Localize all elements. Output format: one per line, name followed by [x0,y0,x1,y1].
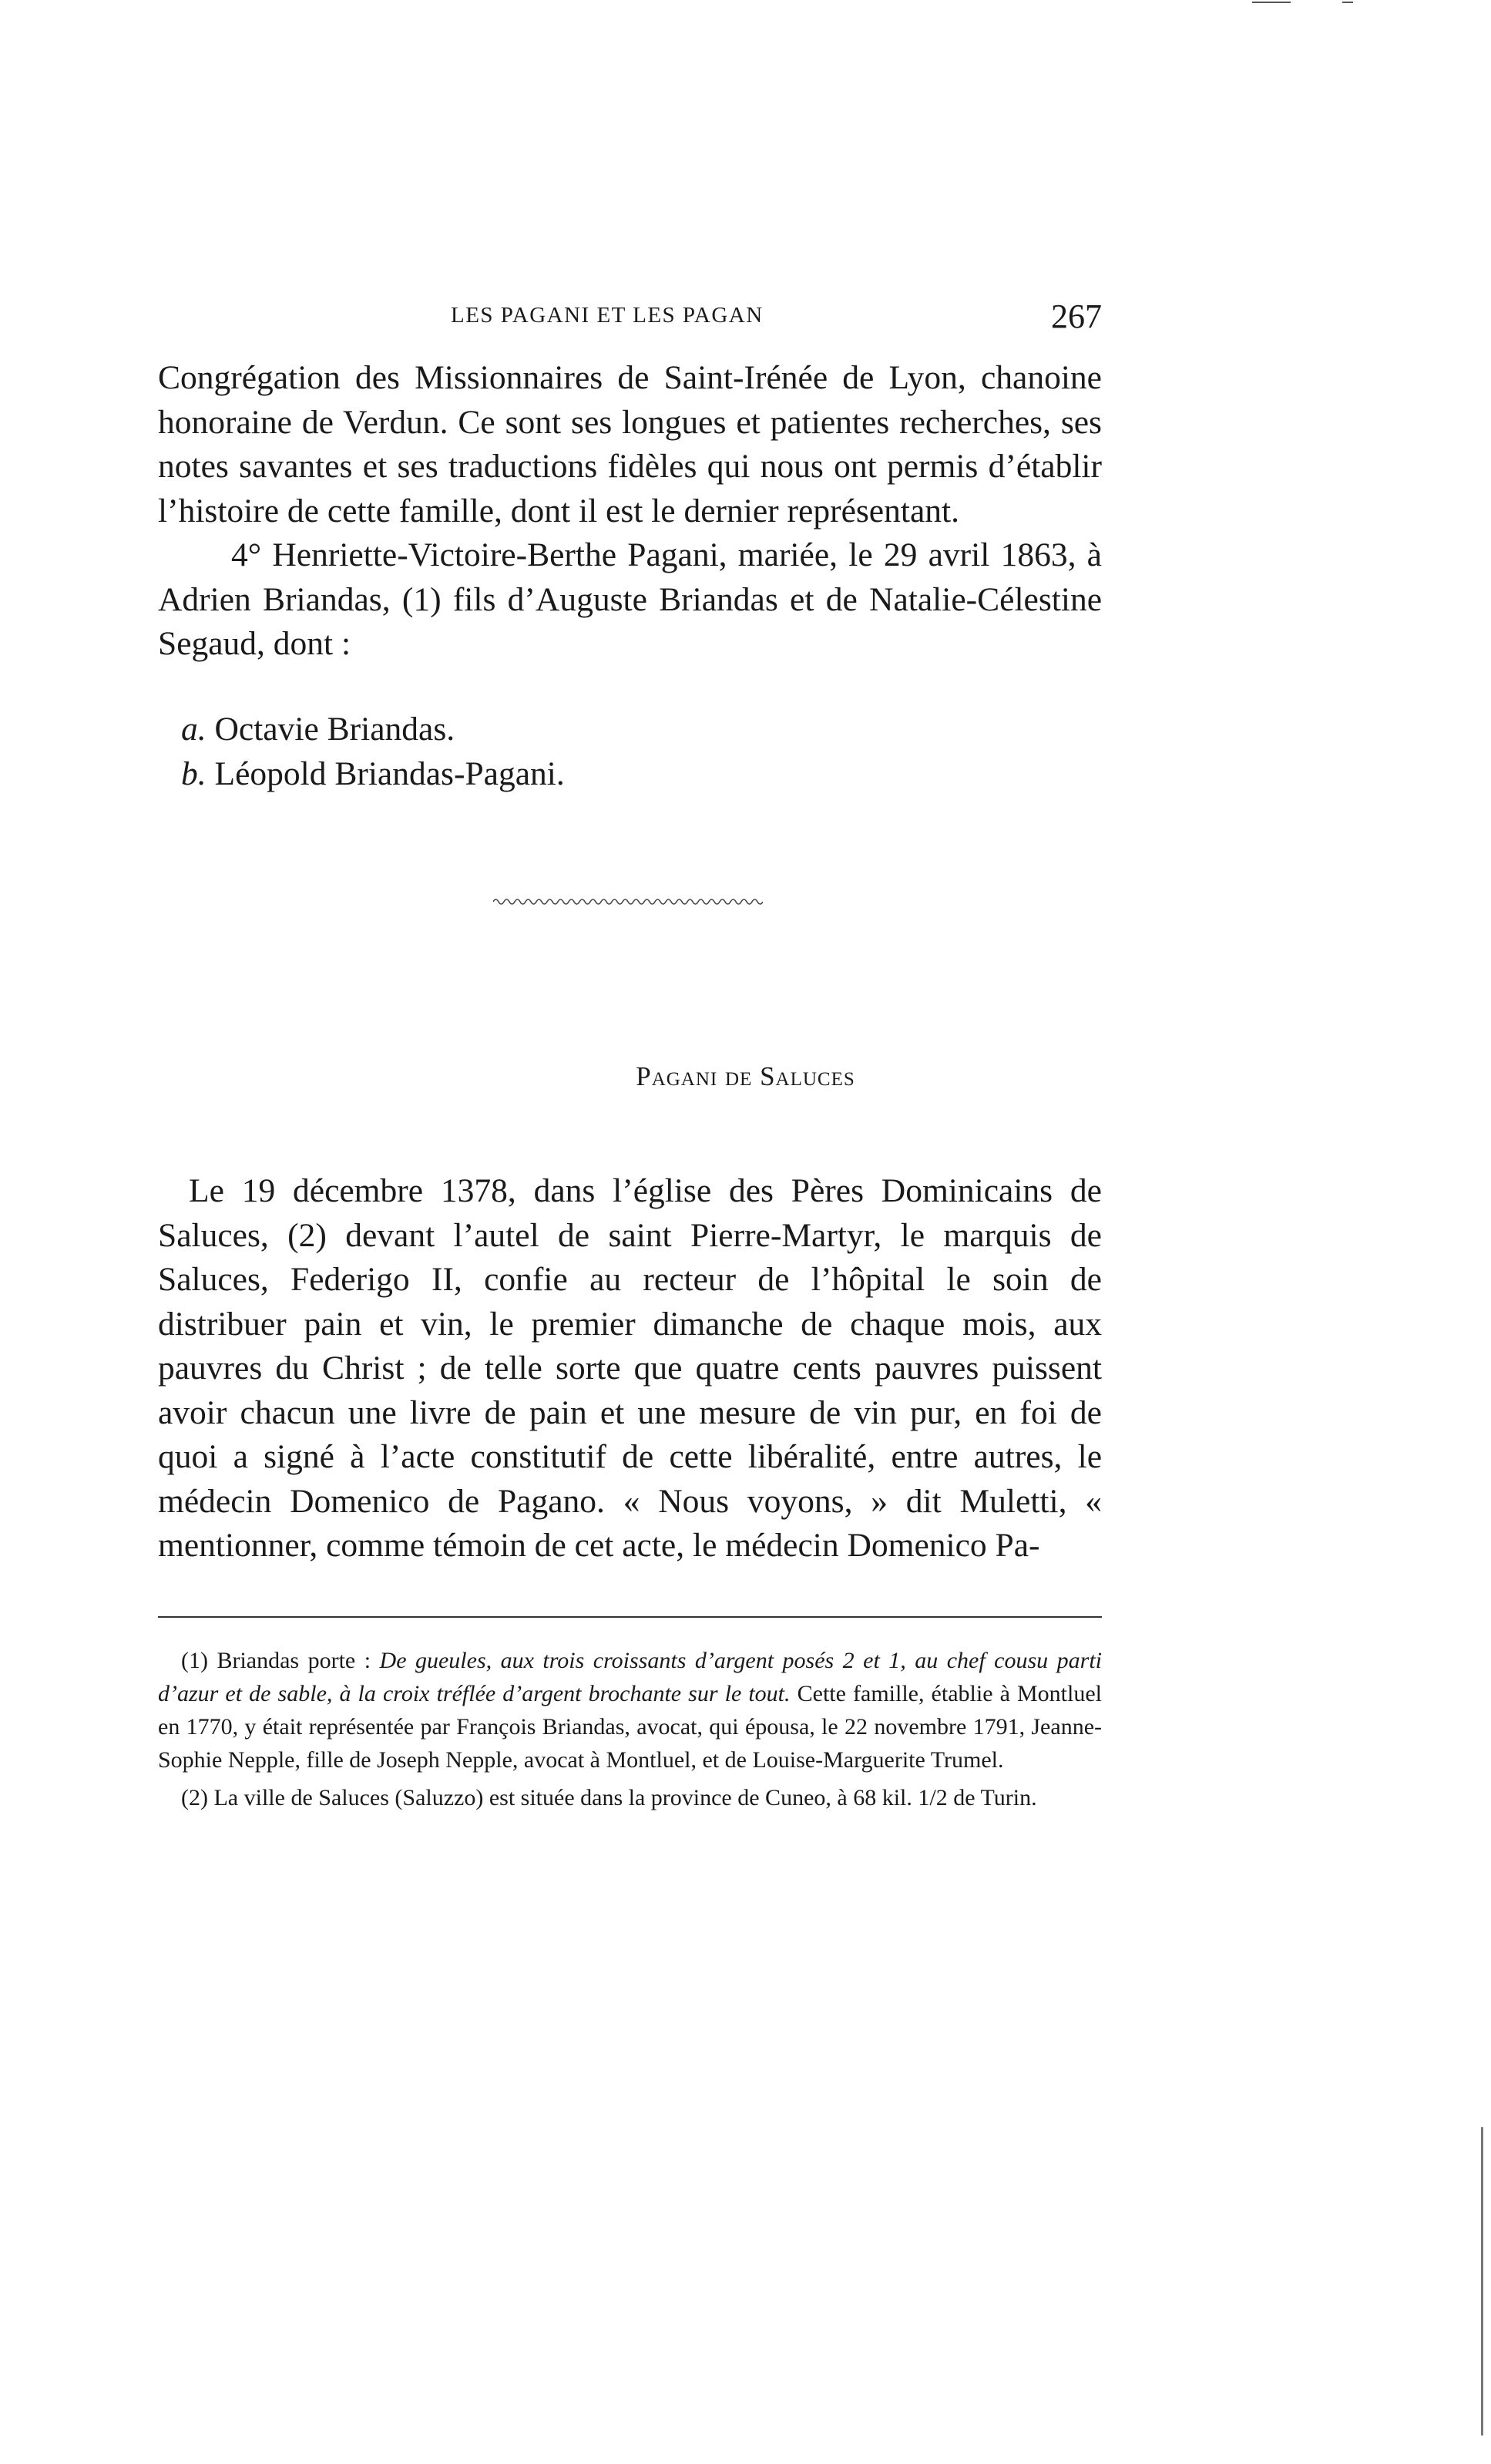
list-marker: a. [181,711,207,748]
list-item [181,708,565,752]
paragraph-henriette: 4° Henriette-Victoire-Berthe Pagani, mariée, le 29 avril 1863, à Adrien Briandas, (1) fils d’Auguste Briandas et de Natalie-Célestine Segaud, dont : [158,536,1102,662]
list-item-text: Octavie Briandas. [214,711,455,748]
footnote-rule [158,1616,1102,1618]
running-title: LES PAGANI ET LES PAGAN [451,303,764,328]
footnotes [158,1644,1102,1819]
paragraph-continuation: Congrégation des Missionnaires de Saint-Irénée de Lyon, chanoine honoraine de Verdun. Ce sont ses longues et patientes recherches, ses notes savantes et ses traductions fidèles qui nous ont permis d’établir l’histoire de cette famille, dont il est le dernier représentant. [158,359,1102,529]
footnote-1-blazon: De gueules, aux trois croissants d’argent posés 2 et 1, au chef cousu parti d’azur et de sable, à la croix tréflée d’argent brochante sur le tout. [158,1648,1103,1706]
paragraph-saluces: Le 19 décembre 1378, dans l’église des Pères Dominicains de Saluces, (2) devant l’autel de saint Pierre-Martyr, le marquis de Saluces, Federigo II, confie au recteur de l’hôpital le soin de distribuer pain et vin, le premier dimanche de chaque mois, aux pauvres du Christ ; de telle sorte que quatre cents pauvres puissent avoir chacun une livre de pain et une mesure de vin pur, en foi de quoi a signé à l’acte constitutif de cette libéralité, entre autres, le médecin Domenico de Pagano. « Nous voyons, » dit Muletti, « mentionner, comme témoin de cet acte, le médecin Domenico Pa- [158,1172,1102,1564]
list-marker: b. [181,755,207,792]
children-list [181,708,565,796]
list-item-text: Léopold Briandas-Pagani. [214,755,565,792]
scan-edge-mark [1481,2127,1483,2435]
footnote-2: (2) La ville de Saluces (Saluzzo) est située dans la province de Cuneo, à 68 kil. 1/2 de Turin. [181,1785,1037,1810]
list-item [181,752,565,797]
section-heading: Pagani de Saluces [636,1061,855,1091]
footnote-1-lead: (1) Briandas porte : [181,1648,380,1673]
scan-edge-mark [1252,2,1291,3]
footnote-1 [158,1644,1102,1777]
footnote-1-rest: Cette famille, établie à Montluel en 1770, y était représentée par François Briandas, avocat, qui épousa, le 22 novembre 1791, Jeanne-Sophie Nepple, fille de Joseph Nepple, avocat à Montluel, et de Louise-Marguerite Trumel. [158,1681,1102,1773]
running-head [158,297,1102,343]
page-number: 267 [1051,297,1102,335]
scan-edge-mark [1342,2,1353,3]
wavy-ornament [493,896,763,907]
